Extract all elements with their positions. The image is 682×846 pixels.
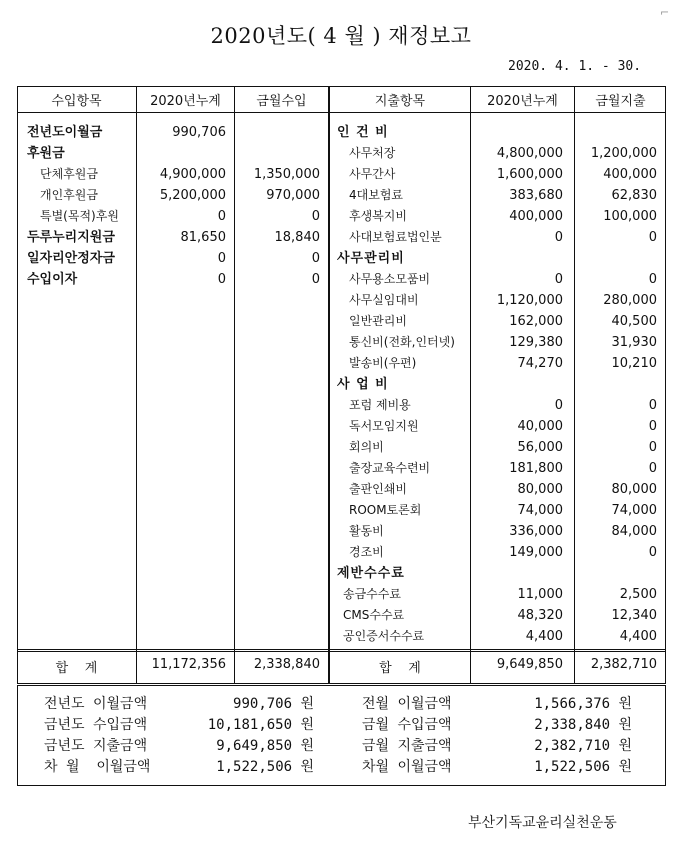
- expense-month: 0: [648, 419, 657, 434]
- expense-cumulative: 4,800,000: [496, 146, 563, 161]
- summary-right-label: 전월 이월금액: [362, 696, 452, 712]
- expense-cumulative: 1,600,000: [496, 167, 563, 182]
- expense-label: 사무간사: [349, 167, 396, 181]
- expense-month: 4,400: [619, 629, 657, 644]
- income-total-cumulative: 11,172,356: [151, 657, 226, 672]
- expense-cumulative: 129,380: [509, 335, 563, 350]
- income-month: 0: [311, 209, 320, 224]
- income-cumulative: 0: [217, 209, 226, 224]
- expense-total-month: 2,382,710: [590, 657, 657, 672]
- expense-month: 31,930: [611, 335, 657, 350]
- expense-month: 0: [648, 545, 657, 560]
- expense-cumulative: 11,000: [517, 587, 563, 602]
- expense-label: 사대보험료법인분: [349, 230, 442, 244]
- header-divider: [17, 112, 666, 113]
- expense-row: [0, 164, 682, 185]
- expense-row: [0, 521, 682, 542]
- income-month: 18,840: [274, 230, 320, 245]
- expense-category: 사 업 비: [337, 377, 389, 392]
- summary-right-value: 2,338,840 원: [534, 717, 632, 733]
- expense-cumulative: 74,000: [517, 503, 563, 518]
- expense-label: 사무처장: [349, 146, 396, 160]
- expense-cumulative: 56,000: [517, 440, 563, 455]
- expense-label: 사무용소모품비: [349, 272, 431, 286]
- summary-left-label: 금년도 지출금액: [44, 738, 148, 754]
- summary-right-label: 차월 이월금액: [362, 759, 452, 775]
- expense-month: 10,210: [611, 356, 657, 371]
- income-cumulative: 0: [217, 272, 226, 287]
- expense-label: 출장교육수련비: [349, 461, 431, 475]
- expense-category: 인 건 비: [337, 125, 389, 140]
- header-expense-cumulative: 2020년누계: [487, 94, 558, 109]
- expense-month: 0: [648, 272, 657, 287]
- header-expense-item: 지출항목: [374, 94, 426, 109]
- expense-row: [0, 500, 682, 521]
- summary-left-value: 1,522,506 원: [216, 759, 314, 775]
- expense-month: 1,200,000: [590, 146, 657, 161]
- income-total-month: 2,338,840: [253, 657, 320, 672]
- expense-label: 포럼 제비용: [349, 398, 411, 412]
- expense-cumulative: 162,000: [509, 314, 563, 329]
- expense-row: [0, 185, 682, 206]
- income-cumulative: 0: [217, 251, 226, 266]
- expense-row: [0, 395, 682, 416]
- income-month: 1,350,000: [253, 167, 320, 182]
- expense-label: CMS수수료: [343, 608, 405, 622]
- expense-label: ROOM토론회: [349, 503, 422, 517]
- expense-cumulative: 0: [554, 272, 563, 287]
- income-label: 수입이자: [27, 272, 78, 287]
- income-total-label: 합 계: [55, 661, 98, 676]
- expense-label: 발송비(우편): [349, 356, 417, 370]
- expense-label: 일반관리비: [349, 314, 407, 328]
- expense-label: 사무실임대비: [349, 293, 419, 307]
- expense-row: [0, 311, 682, 332]
- income-label: 단체후원금: [40, 167, 98, 181]
- income-label: 두루누리지원금: [27, 230, 115, 245]
- summary-left-label: 금년도 수입금액: [44, 717, 148, 733]
- expense-cumulative: 4,400: [525, 629, 563, 644]
- header-income-cumulative: 2020년누계: [150, 94, 221, 109]
- expense-row: [0, 269, 682, 290]
- expense-label: 회의비: [349, 440, 384, 454]
- summary-right-value: 1,522,506 원: [534, 759, 632, 775]
- income-cumulative: 5,200,000: [159, 188, 226, 203]
- expense-month: 84,000: [611, 524, 657, 539]
- expense-label: 송금수수료: [343, 587, 401, 601]
- expense-category: 제반수수료: [337, 566, 405, 581]
- expense-month: 40,500: [611, 314, 657, 329]
- expense-row: [0, 626, 682, 647]
- expense-month: 2,500: [619, 587, 657, 602]
- expense-row: [0, 542, 682, 563]
- expense-month: 0: [648, 440, 657, 455]
- total-divider: [17, 649, 666, 652]
- expense-label: 출판인쇄비: [349, 482, 407, 496]
- income-cumulative: 4,900,000: [159, 167, 226, 182]
- expense-row: [0, 584, 682, 605]
- expense-row: [0, 143, 682, 164]
- income-label: 특별(목적)후원: [40, 209, 119, 223]
- expense-label: 후생복지비: [349, 209, 407, 223]
- income-cumulative: 81,650: [180, 230, 226, 245]
- expense-label: 4대보험료: [349, 188, 404, 202]
- expense-month: 80,000: [611, 482, 657, 497]
- income-label: 개인후원금: [40, 188, 98, 202]
- expense-cumulative: 0: [554, 398, 563, 413]
- expense-cumulative: 0: [554, 230, 563, 245]
- income-cumulative: 990,706: [172, 125, 226, 140]
- summary-left-value: 10,181,650 원: [207, 717, 314, 733]
- income-label: 일자리안정자금: [27, 251, 115, 266]
- expense-month: 0: [648, 398, 657, 413]
- expense-label: 공인증서수수료: [343, 629, 425, 643]
- expense-row: [0, 416, 682, 437]
- summary-right-label: 금월 수입금액: [362, 717, 452, 733]
- expense-row: [0, 353, 682, 374]
- expense-row: [0, 458, 682, 479]
- page-title: 2020년도( 4 월 ) 재정보고: [210, 24, 472, 48]
- expense-month: 280,000: [603, 293, 657, 308]
- organization-name: 부산기독교윤리실천운동: [468, 815, 617, 831]
- expense-month: 62,830: [611, 188, 657, 203]
- expense-row: [0, 122, 682, 143]
- expense-cumulative: 149,000: [509, 545, 563, 560]
- summary-right-label: 금월 지출금액: [362, 738, 452, 754]
- summary-left-label: 전년도 이월금액: [44, 696, 148, 712]
- income-month: 0: [311, 272, 320, 287]
- summary-left-value: 990,706 원: [233, 696, 314, 712]
- expense-row: [0, 605, 682, 626]
- expense-row: [0, 479, 682, 500]
- expense-row: [0, 437, 682, 458]
- income-month: 970,000: [266, 188, 320, 203]
- expense-month: 400,000: [603, 167, 657, 182]
- header-expense-month: 금월지출: [595, 94, 646, 109]
- expense-cumulative: 74,270: [517, 356, 563, 371]
- date-range: 2020. 4. 1. - 30.: [508, 59, 642, 74]
- expense-month: 0: [648, 461, 657, 476]
- summary-right-value: 1,566,376 원: [534, 696, 632, 712]
- expense-month: 0: [648, 230, 657, 245]
- summary-left-label: 차 월 이월금액: [44, 759, 151, 775]
- summary-right-value: 2,382,710 원: [534, 738, 632, 754]
- expense-cumulative: 40,000: [517, 419, 563, 434]
- expense-cumulative: 48,320: [517, 608, 563, 623]
- expense-month: 12,340: [611, 608, 657, 623]
- expense-row: [0, 227, 682, 248]
- expense-cumulative: 336,000: [509, 524, 563, 539]
- expense-cumulative: 181,800: [509, 461, 563, 476]
- expense-row: [0, 374, 682, 395]
- header-income-item: 수입항목: [51, 94, 102, 109]
- expense-total-cumulative: 9,649,850: [496, 657, 563, 672]
- expense-label: 독서모임지원: [349, 419, 419, 433]
- income-label: 후원금: [27, 146, 65, 161]
- expense-cumulative: 80,000: [517, 482, 563, 497]
- expense-row: [0, 290, 682, 311]
- expense-row: [0, 563, 682, 584]
- expense-label: 경조비: [349, 545, 384, 559]
- expense-cumulative: 383,680: [509, 188, 563, 203]
- expense-label: 통신비(전화,인터넷): [349, 335, 455, 349]
- expense-total-label: 합 계: [379, 661, 421, 676]
- expense-month: 74,000: [611, 503, 657, 518]
- expense-cumulative: 1,120,000: [496, 293, 563, 308]
- expense-row: [0, 332, 682, 353]
- expense-row: [0, 206, 682, 227]
- expense-category: 사무관리비: [337, 251, 405, 266]
- corner-mark: ⌐: [660, 6, 670, 19]
- expense-cumulative: 400,000: [509, 209, 563, 224]
- income-month: 0: [311, 251, 320, 266]
- expense-row: [0, 248, 682, 269]
- expense-month: 100,000: [603, 209, 657, 224]
- header-income-month: 금월수입: [256, 94, 307, 109]
- summary-left-value: 9,649,850 원: [216, 738, 314, 754]
- income-label: 전년도이월금: [27, 125, 103, 140]
- expense-label: 활동비: [349, 524, 384, 538]
